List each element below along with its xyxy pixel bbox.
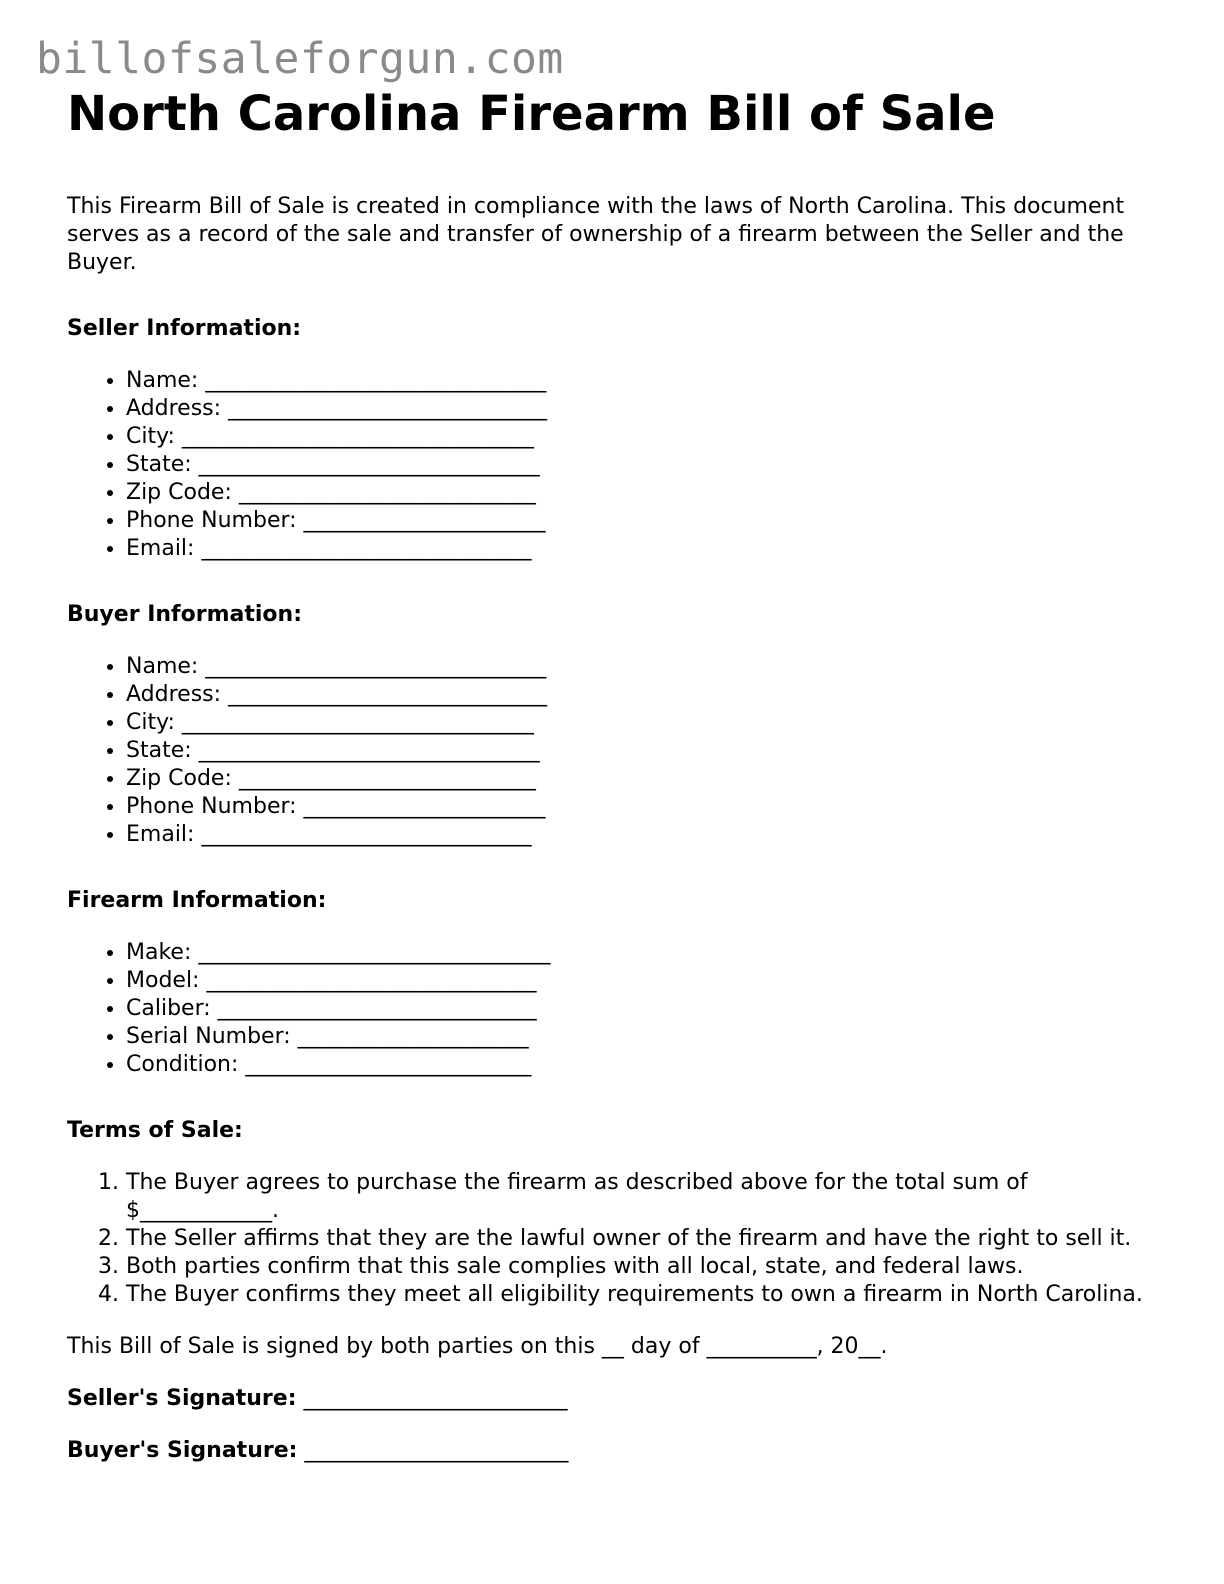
term-item: 3. Both parties confirm that this sale complies with all local, state, and federal laws.: [126, 1253, 1157, 1281]
buyer-zip-field: • Zip Code: ___________________________: [126, 765, 1157, 793]
term-item: 1. The Buyer agrees to purchase the firearm as described above for the total sum of $____________.: [126, 1169, 1157, 1225]
buyer-signature-label: Buyer's Signature:: [67, 1437, 298, 1463]
seller-email-field: • Email: ______________________________: [126, 535, 1157, 563]
seller-section-heading: Seller Information:: [67, 315, 302, 341]
terms-section-heading: Terms of Sale:: [67, 1117, 243, 1143]
buyer-signature-blank: ________________________: [304, 1437, 569, 1463]
firearm-model-field: • Model: ______________________________: [126, 967, 1157, 995]
firearm-make-field: • Make: ________________________________: [126, 939, 1157, 967]
seller-phone-field: • Phone Number: ______________________: [126, 507, 1157, 535]
firearm-serial-field: • Serial Number: _____________________: [126, 1023, 1157, 1051]
seller-signature-line: [67, 1385, 1157, 1413]
document-title: North Carolina Firearm Bill of Sale: [67, 86, 996, 142]
seller-zip-field: • Zip Code: ___________________________: [126, 479, 1157, 507]
buyer-section-heading: Buyer Information:: [67, 601, 302, 627]
term-item: 4. The Buyer confirms they meet all eligibility requirements to own a firearm in North Carolina.: [126, 1281, 1157, 1309]
firearm-caliber-field: • Caliber: _____________________________: [126, 995, 1157, 1023]
term-item: 2. The Seller affirms that they are the lawful owner of the firearm and have the right to sell it.: [126, 1225, 1157, 1253]
seller-city-field: • City: ________________________________: [126, 423, 1157, 451]
signing-date-statement: This Bill of Sale is signed by both parties on this __ day of __________, 20__.: [67, 1333, 888, 1359]
firearm-condition-field: • Condition: __________________________: [126, 1051, 1157, 1079]
seller-address-field: • Address: _____________________________: [126, 395, 1157, 423]
buyer-city-field: • City: ________________________________: [126, 709, 1157, 737]
buyer-state-field: • State: _______________________________: [126, 737, 1157, 765]
seller-name-field: • Name: _______________________________: [126, 367, 1157, 395]
document-body: [67, 88, 1157, 1465]
buyer-fields-list: [67, 653, 1157, 849]
buyer-signature-line: [67, 1437, 1157, 1465]
buyer-phone-field: • Phone Number: ______________________: [126, 793, 1157, 821]
firearm-fields-list: [67, 939, 1157, 1079]
seller-fields-list: [67, 367, 1157, 563]
seller-state-field: • State: _______________________________: [126, 451, 1157, 479]
seller-signature-label: Seller's Signature:: [67, 1385, 297, 1411]
terms-list: [67, 1169, 1157, 1309]
site-watermark: billofsaleforgun.com: [36, 34, 564, 84]
intro-paragraph: This Firearm Bill of Sale is created in compliance with the laws of North Carolina. This document serves as a record of the sale and transfer of ownership of a firearm between the Seller and the Buyer.: [67, 193, 1125, 275]
buyer-email-field: • Email: ______________________________: [126, 821, 1157, 849]
buyer-address-field: • Address: _____________________________: [126, 681, 1157, 709]
seller-signature-blank: ________________________: [303, 1385, 568, 1411]
firearm-section-heading: Firearm Information:: [67, 887, 327, 913]
buyer-name-field: • Name: _______________________________: [126, 653, 1157, 681]
